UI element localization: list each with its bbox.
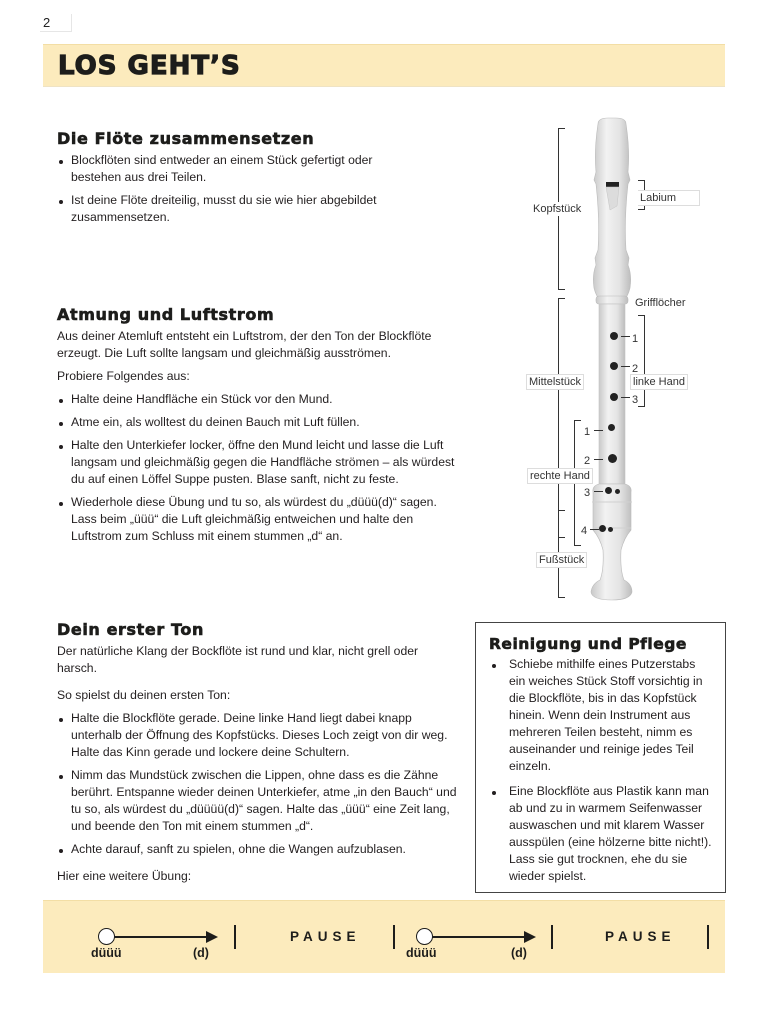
barline: [707, 925, 709, 949]
barline: [551, 925, 553, 949]
label-middle: Mittelstück: [526, 374, 584, 390]
finger-hole: [608, 527, 613, 532]
finger-hole: [599, 525, 606, 532]
section-breathing: [57, 305, 457, 551]
hole-tick: [590, 529, 599, 530]
barline: [234, 925, 236, 949]
recorder-illustration: [520, 110, 725, 610]
hole-tick: [594, 491, 603, 492]
arrow-line: [432, 936, 526, 938]
hole-tick: [621, 366, 630, 367]
section-heading: Dein erster Ton: [57, 620, 204, 639]
exercise-band: [43, 900, 725, 973]
finger-hole: [610, 362, 618, 370]
hole-number: 1: [584, 426, 591, 438]
section-first-tone: [57, 620, 457, 891]
care-box: [475, 622, 726, 893]
whole-note-icon: [98, 928, 115, 945]
syllable-end: (d): [511, 946, 527, 960]
section-assemble: [57, 129, 457, 232]
list-item: Eine Blockflöte aus Plastik kann man ab und zu in warmem Seifenwasser auswaschen und mit klarem Wasser ausspülen (eine hölzerne bitte nicht!). Lass sie gut trocknen, ehe du sie wieder spielst.: [489, 783, 713, 885]
list-item: Achte darauf, sanft zu spielen, ohne die Wangen aufzublasen.: [57, 841, 457, 858]
section-intro: Aus deiner Atemluft entsteht ein Luftstrom, der den Ton der Blockflöte erzeugt. Die Luft sollte langsam und gleichmäßig ausströmen.: [57, 329, 432, 360]
list-item: Halte die Blockflöte gerade. Deine linke Hand liegt dabei knapp unterhalb der Öffnung des Kopfstücks. Dieses Loch zeigt von dir weg. Halte das Kinn gerade und lockere deine Schultern.: [57, 710, 457, 761]
syllable-start: düüü: [406, 946, 437, 960]
middle-bracket: [558, 298, 565, 538]
list-item: Halte deine Handfläche ein Stück vor den Mund.: [57, 391, 457, 408]
list-item: Wiederhole diese Übung und tu so, als würdest du „düüü(d)“ sagen. Lass beim „üüü“ die Luft gleichmäßig entweichen und halte den Luftstrom zum Schluss mit einem stummen „d“ an.: [57, 494, 442, 545]
finger-hole: [608, 454, 617, 463]
label-right-hand: rechte Hand: [527, 468, 593, 484]
label-foot: Fußstück: [536, 552, 587, 568]
list-item: Halte den Unterkiefer locker, öffne den Mund leicht und lasse die Luft langsam und gleichmäßig gegen die Handfläche strömen – als würdest du auf einen Löffel Suppe pusten. Blase sanft, nicht zu feste.: [57, 437, 457, 488]
left-hand-bracket: [638, 315, 645, 407]
hole-tick: [621, 336, 630, 337]
pause-label: PAUSE: [605, 929, 676, 944]
finger-hole: [605, 487, 612, 494]
arrow-right-icon: [524, 931, 536, 943]
label-left-hand: linke Hand: [630, 374, 688, 390]
finger-hole: [608, 424, 615, 431]
bullet-list: [57, 710, 457, 858]
hole-tick: [594, 430, 603, 431]
bullet-list: [57, 152, 457, 226]
section-heading: Die Flöte zusammensetzen: [57, 129, 315, 148]
label-finger-holes: Grifflöcher: [635, 297, 686, 309]
finger-hole: [615, 489, 620, 494]
recorder-diagram: [520, 110, 725, 610]
hole-number: 1: [632, 333, 639, 345]
finger-hole: [610, 332, 618, 340]
hole-tick: [594, 459, 603, 460]
list-item: Atme ein, als wolltest du deinen Bauch mit Luft füllen.: [57, 414, 457, 431]
syllable-end: (d): [193, 946, 209, 960]
list-item: Nimm das Mundstück zwischen die Lippen, ohne dass es die Zähne berührt. Entspanne wieder deinen Unterkiefer, atme „in den Bauch“ und tu so, als würdest du „düüüü(d)“ sagen. Halte das „üüü“ eine Zeit lang, und beende den Ton mit einem stummen „d“.: [57, 767, 457, 835]
title-band: [43, 44, 725, 87]
finger-hole: [610, 393, 618, 401]
arrow-right-icon: [206, 931, 218, 943]
page-title: LOS GEHT’S: [58, 51, 241, 81]
care-heading: Reinigung und Pflege: [489, 635, 687, 653]
whole-note-icon: [416, 928, 433, 945]
bullet-list: [57, 391, 457, 545]
page-number: 2: [40, 14, 72, 32]
pause-label: PAUSE: [290, 929, 361, 944]
hole-number: 3: [632, 394, 639, 406]
hole-tick: [621, 397, 630, 398]
section-heading: Atmung und Luftstrom: [57, 305, 275, 324]
hole-number: 2: [632, 363, 639, 375]
section-prompt: Probiere Folgendes aus:: [57, 369, 190, 383]
list-item: Schiebe mithilfe eines Putzerstabs ein weiches Stück Stoff vorsichtig in die Blockflöte, bis in das Kopfstück hinein. Wenn dein Instrument aus mehreren Teilen besteht, nimm es auseinander und reinige jedes Teil einzeln.: [489, 656, 713, 775]
hole-number: 4: [581, 525, 588, 537]
section-intro: Der natürliche Klang der Bockflöte ist rund und klar, nicht grell oder harsch.: [57, 644, 419, 675]
note-exercise: [43, 901, 243, 974]
note-exercise: [361, 901, 561, 974]
list-item: Ist deine Flöte dreiteilig, musst du sie wie hier abgebildet zusammensetzen.: [57, 192, 407, 226]
hole-number: 2: [584, 455, 591, 467]
label-head: Kopfstück: [533, 203, 582, 215]
section-outro: Hier eine weitere Übung:: [57, 869, 192, 883]
arrow-line: [114, 936, 208, 938]
bullet-list: [489, 656, 713, 885]
list-item: Blockflöten sind entweder an einem Stück gefertigt oder bestehen aus drei Teilen.: [57, 152, 407, 186]
hole-number: 3: [584, 487, 591, 499]
syllable-start: düüü: [91, 946, 122, 960]
section-prompt: So spielst du deinen ersten Ton:: [57, 688, 231, 702]
label-labium: Labium: [638, 190, 700, 206]
